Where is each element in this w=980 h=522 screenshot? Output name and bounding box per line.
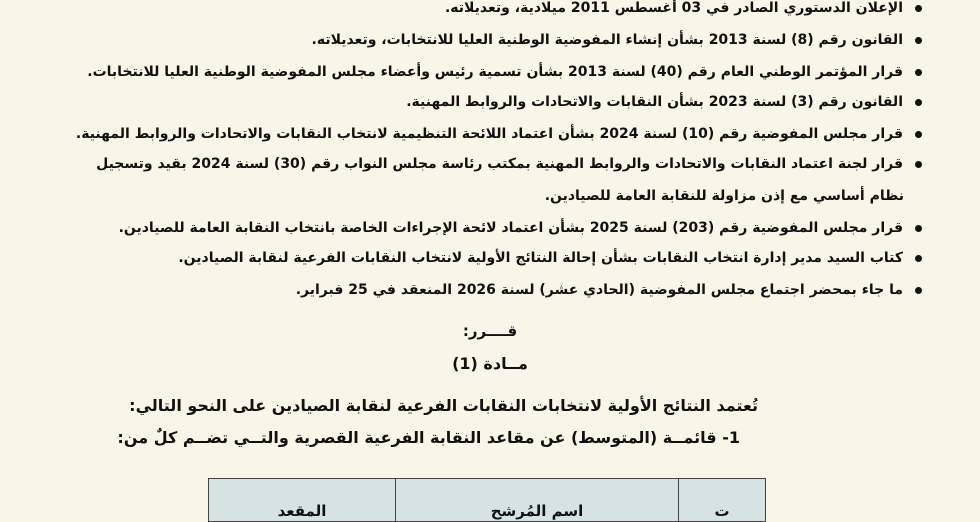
decision-heading: قــــرر:: [462, 322, 518, 340]
bullet-text: كتاب السيد مدير إدارة انتخاب النقابات بشأن إحالة النتائج الأولية لانتخاب النقابات الفرعية لنقابة الصيادين.: [178, 250, 903, 266]
bullet-item: [296, 280, 922, 300]
candidates-table: [208, 478, 766, 522]
bullet-continuation: [545, 186, 904, 206]
bullet-text: قرار المؤتمر الوطني العام رقم (40) لسنة 2013 بشأن تسمية رئيس وأعضاء مجلس المفوضية الوطنية العليا للانتخابات.: [87, 64, 903, 80]
bullet-item: [445, 0, 922, 18]
bullet-text: نظام أساسي مع إذن مزاولة للنقابة العامة للصيادين.: [544, 188, 904, 204]
bullet-item: [178, 248, 922, 268]
bullet-text: القانون رقم (8) لسنة 2013 بشأن إنشاء المفوضية الوطنية العليا للانتخابات، وتعديلاته.: [311, 32, 903, 48]
bullet-text: ما جاء بمحضر اجتماع مجلس المفوضية (الحادي عشر) لسنة 2026 المنعقد في 25 فبراير.: [295, 282, 903, 298]
bullet-icon: [915, 131, 922, 138]
bullet-item: [406, 92, 922, 112]
article-intro: تُعتمد النتائج الأولية لانتخابات النقابات الفرعية لنقابة الصيادين على النحو التالي:: [129, 396, 758, 415]
list-item-1: 1- قائمــة (المتوسط) عن مقاعد النقابة الفرعية القصرية والتــي تضــم كلٌ من:: [117, 428, 740, 447]
article-heading: مــادة (1): [452, 354, 528, 373]
header-number: ت: [679, 479, 766, 522]
bullet-icon: [915, 225, 922, 232]
bullet-icon: [915, 37, 922, 44]
bullet-item: [76, 124, 922, 144]
bullet-icon: [915, 161, 922, 168]
bullet-text: قرار مجلس المفوضية رقم (203) لسنة 2025 بشأن اعتماد لائحة الإجراءات الخاصة بانتخاب النقابة العامة للصيادين.: [118, 220, 903, 236]
bullet-icon: [915, 99, 922, 106]
bullet-text: القانون رقم (3) لسنة 2023 بشأن النقابات والاتحادات والروابط المهنية.: [406, 94, 903, 110]
bullet-text: الإعلان الدستوري الصادر في 03 أغسطس 2011 ميلادية، وتعديلاته.: [444, 0, 903, 16]
bullet-item: [312, 30, 922, 50]
bullet-item: [119, 218, 922, 238]
table-header-row: [209, 479, 766, 522]
bullet-icon: [915, 255, 922, 262]
bullet-item: [87, 62, 922, 82]
header-seat: المقعد: [209, 479, 396, 522]
header-candidate-name: اسم المُرشح: [396, 479, 679, 522]
bullet-icon: [915, 287, 922, 294]
bullet-icon: [915, 69, 922, 76]
bullet-text: قرار مجلس المفوضية رقم (10) لسنة 2024 بشأن اعتماد اللائحة التنظيمية لانتخاب النقابات والاتحادات والروابط المهنية.: [75, 126, 903, 142]
bullet-text: قرار لجنة اعتماد النقابات والاتحادات والروابط المهنية بمكتب رئاسة مجلس النواب رقم (30) لسنة 2024 بقيد وتسجيل: [96, 156, 903, 172]
bullet-icon: [915, 5, 922, 12]
bullet-item: [96, 154, 922, 174]
